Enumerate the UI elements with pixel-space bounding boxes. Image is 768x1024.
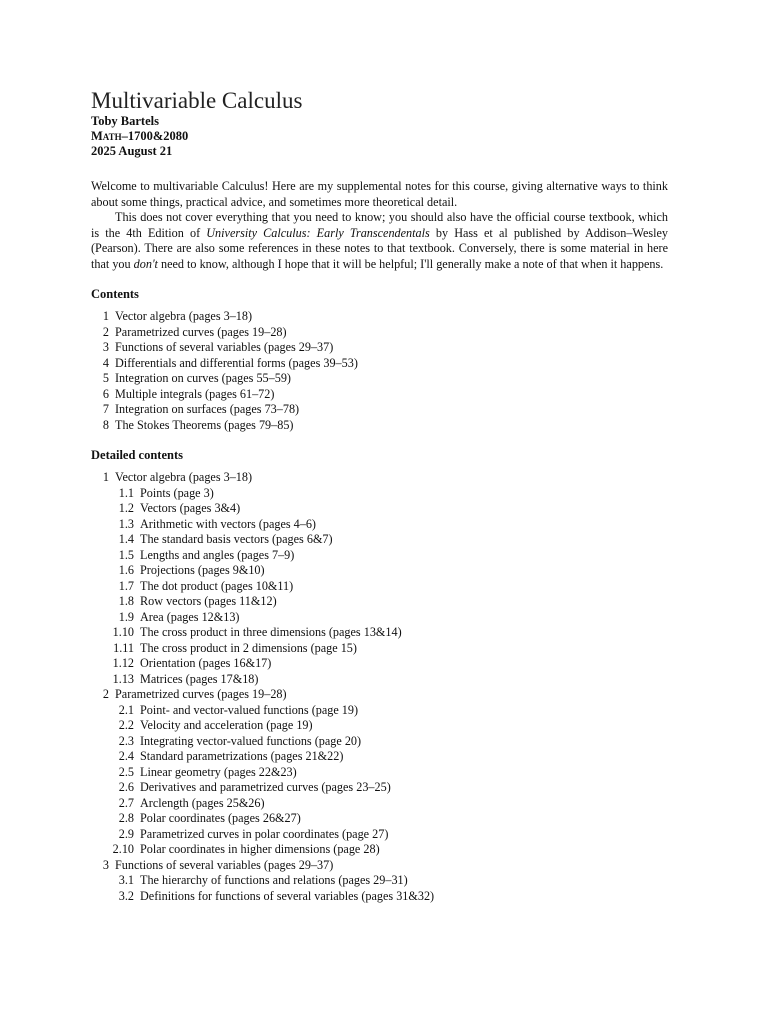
detailed-contents-item (91, 889, 668, 905)
detailed-contents-item (91, 486, 668, 502)
toc-item-text: Functions of several variables (pages 29–37) (115, 340, 334, 354)
detailed-contents-item (91, 734, 668, 750)
toc-item-text: Polar coordinates (pages 26&27) (140, 811, 301, 825)
toc-item-number: 5 (102, 371, 109, 385)
detailed-contents-item (91, 687, 668, 703)
detailed-contents-item (91, 594, 668, 610)
contents-item (91, 309, 668, 325)
toc-item-text: Points (page 3) (140, 485, 214, 500)
toc-item-text: Parametrized curves (pages 19–28) (115, 687, 287, 701)
contents-item (91, 340, 668, 356)
course-code: Math–1700&2080 (91, 129, 189, 143)
toc-item-number: 1.10 (112, 625, 134, 639)
toc-item-text: The standard basis vectors (pages 6&7) (140, 532, 333, 546)
toc-item-number: 3 (102, 340, 109, 354)
document-date: 2025 August 21 (91, 144, 173, 158)
toc-item-number: 6 (102, 386, 109, 401)
toc-item-number: 3 (102, 857, 109, 872)
toc-item-text: The Stokes Theorems (pages 79–85) (115, 417, 294, 432)
emphasis-dont: don't (133, 256, 158, 271)
detailed-contents-item (91, 517, 668, 533)
detailed-contents-item (91, 548, 668, 564)
detailed-contents-item (91, 811, 668, 827)
contents-list (91, 309, 668, 433)
toc-item-text: Matrices (pages 17&18) (140, 671, 259, 686)
toc-item-text: Projections (pages 9&10) (140, 563, 265, 577)
toc-item-text: Vector algebra (pages 3–18) (115, 470, 253, 484)
toc-item-number: 1.8 (118, 594, 134, 608)
detailed-contents-item (91, 501, 668, 517)
toc-item-text: Row vectors (pages 11&12) (140, 594, 277, 608)
intro-paragraph-2 (91, 210, 668, 272)
toc-item-text: Arclength (pages 25&26) (140, 795, 265, 810)
toc-item-number: 2.1 (118, 702, 134, 717)
intro-p2-text-a: This does not cover everything that you need to know; you should also have the official course textbook, which is the 4th Edition of (91, 210, 668, 240)
toc-item-text: Functions of several variables (pages 29–37) (115, 857, 334, 872)
detailed-contents-item (91, 656, 668, 672)
intro-paragraph-1: Welcome to multivariable Calculus! Here are my supplemental notes for this course, giving alternative ways to think about some things, practical advice, and sometimes more theoretical detail. (91, 179, 668, 209)
contents-item (91, 356, 668, 372)
toc-item-text: Definitions for functions of several variables (pages 31&32) (140, 888, 435, 903)
toc-item-text: Point- and vector-valued functions (page 19) (140, 702, 359, 717)
toc-item-number: 1.5 (118, 547, 134, 562)
toc-item-text: Integration on curves (pages 55–59) (115, 371, 291, 385)
intro-p2-text-c: need to know, although I hope that it will be helpful; I'll generally make a note of that when it happens. (157, 256, 664, 271)
toc-item-number: 2.10 (112, 842, 134, 856)
toc-item-number: 1 (102, 470, 109, 484)
toc-item-number: 1.12 (112, 656, 134, 670)
detailed-contents-item (91, 858, 668, 874)
detailed-contents-heading: Detailed contents (91, 448, 183, 462)
toc-item-text: Standard parametrizations (pages 21&22) (140, 749, 344, 763)
detailed-contents-item (91, 796, 668, 812)
detailed-contents-item (91, 827, 668, 843)
toc-item-number: 7 (102, 402, 109, 416)
intro-p2-text-b: by Hass et al published by Addison–Wesley (Pearson). There are also some references in these notes to that textbook. Conversely, there is some material in here that you (91, 225, 668, 271)
contents-heading: Contents (91, 287, 139, 301)
detailed-contents-item (91, 625, 668, 641)
toc-item-text: Parametrized curves in polar coordinates (page 27) (140, 826, 389, 841)
document-title: Multivariable Calculus (91, 88, 303, 113)
toc-item-text: The dot product (pages 10&11) (140, 578, 294, 593)
toc-item-number: 2.5 (118, 764, 134, 779)
toc-item-number: 2 (102, 687, 109, 701)
toc-item-number: 2.3 (118, 733, 134, 748)
toc-item-number: 1.11 (113, 640, 134, 655)
toc-item-text: Parametrized curves (pages 19–28) (115, 324, 287, 339)
toc-item-number: 8 (102, 417, 109, 432)
toc-item-number: 1 (102, 309, 109, 323)
toc-item-number: 2.4 (118, 749, 134, 763)
toc-item-number: 2.7 (118, 795, 134, 810)
detailed-contents-item (91, 718, 668, 734)
toc-item-text: Multiple integrals (pages 61–72) (115, 386, 275, 401)
toc-item-text: Area (pages 12&13) (140, 609, 240, 624)
detailed-contents-item (91, 532, 668, 548)
toc-item-number: 2.8 (118, 811, 134, 825)
toc-item-text: Differentials and differential forms (pages 39–53) (115, 355, 358, 370)
toc-item-number: 1.4 (118, 532, 134, 546)
toc-item-number: 4 (102, 355, 109, 370)
detailed-contents-item (91, 672, 668, 688)
toc-item-number: 1.7 (118, 578, 134, 593)
toc-item-text: Orientation (pages 16&17) (140, 656, 272, 670)
contents-item (91, 387, 668, 403)
detailed-contents-item (91, 749, 668, 765)
toc-item-text: Lengths and angles (pages 7–9) (140, 547, 295, 562)
toc-item-number: 1.3 (118, 516, 134, 531)
toc-item-text: Vector algebra (pages 3–18) (115, 309, 253, 323)
detailed-contents-item (91, 703, 668, 719)
detailed-contents-item (91, 610, 668, 626)
toc-item-text: Polar coordinates in higher dimensions (page 28) (140, 842, 380, 856)
detailed-contents-list (91, 470, 668, 904)
toc-item-number: 3.1 (118, 873, 134, 887)
detailed-contents-item (91, 780, 668, 796)
toc-item-text: Integration on surfaces (pages 73–78) (115, 402, 300, 416)
detailed-contents-item (91, 765, 668, 781)
detailed-contents-item (91, 641, 668, 657)
author-name: Toby Bartels (91, 114, 159, 128)
toc-item-text: Integrating vector-valued functions (page 20) (140, 733, 362, 748)
toc-item-number: 1.13 (112, 671, 134, 686)
contents-item (91, 402, 668, 418)
toc-item-number: 3.2 (118, 888, 134, 903)
toc-item-text: Vectors (pages 3&4) (140, 501, 241, 515)
toc-item-number: 2 (102, 324, 109, 339)
toc-item-number: 1.1 (118, 485, 134, 500)
toc-item-number: 1.2 (118, 501, 134, 515)
toc-item-text: Linear geometry (pages 22&23) (140, 764, 297, 779)
toc-item-number: 1.9 (118, 609, 134, 624)
contents-item (91, 325, 668, 341)
toc-item-number: 2.6 (118, 780, 134, 794)
contents-item (91, 371, 668, 387)
detailed-contents-item (91, 579, 668, 595)
toc-item-number: 2.2 (118, 718, 134, 732)
toc-item-number: 1.6 (118, 563, 134, 577)
introduction (91, 179, 668, 272)
toc-item-text: The cross product in three dimensions (pages 13&14) (140, 625, 402, 639)
detailed-contents-item (91, 873, 668, 889)
toc-item-text: Velocity and acceleration (page 19) (140, 718, 313, 732)
toc-item-text: The hierarchy of functions and relations (pages 29–31) (140, 873, 408, 887)
toc-item-number: 2.9 (118, 826, 134, 841)
toc-item-text: Derivatives and parametrized curves (pages 23–25) (140, 780, 391, 794)
textbook-title: University Calculus: Early Transcendentals (206, 225, 430, 240)
toc-item-text: Arithmetic with vectors (pages 4–6) (140, 516, 316, 531)
detailed-contents-item (91, 842, 668, 858)
detailed-contents-item (91, 470, 668, 486)
toc-item-text: The cross product in 2 dimensions (page 15) (140, 640, 357, 655)
contents-item (91, 418, 668, 434)
detailed-contents-item (91, 563, 668, 579)
